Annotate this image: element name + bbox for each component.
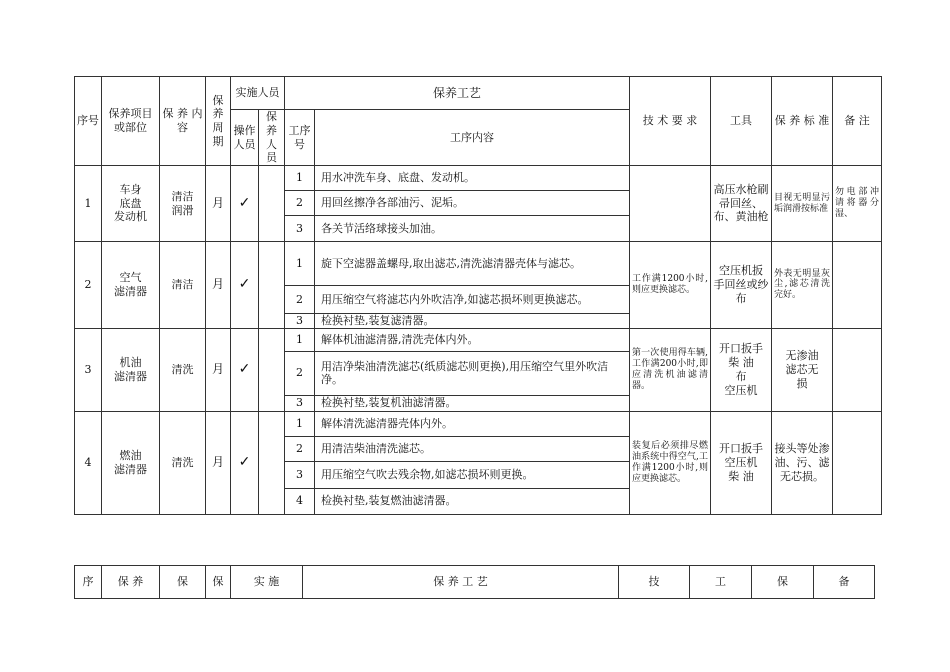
step-no: 3: [285, 216, 315, 242]
step-text: 用回丝擦净各部油污、泥垢。: [315, 191, 630, 216]
row-period: 月: [206, 166, 231, 242]
row-standard: 无渗油 滤芯无 损: [772, 328, 833, 411]
second-header-impl: 实 施: [231, 566, 303, 599]
header-maintainer: 保养人员: [259, 110, 285, 166]
row-standard: 目视无明显污垢润滑按标准: [772, 166, 833, 242]
header-period: 保养周期: [206, 77, 231, 166]
row-maintainer: [259, 411, 285, 514]
row-tools: 高压水枪刷 帚回丝、布、黄油枪: [711, 166, 772, 242]
row-period: 月: [206, 242, 231, 329]
step-text: 检换衬垫,装复滤清器。: [315, 314, 630, 329]
row-item: 燃油 滤清器: [102, 411, 160, 514]
row-no: 4: [75, 411, 102, 514]
step-text: 用洁净柴油清洗滤芯(纸质滤芯则更换),用压缩空气里外吹洁净。: [315, 351, 630, 395]
step-no: 1: [285, 411, 315, 436]
second-header-item: 保 养: [102, 566, 160, 599]
step-no: 4: [285, 488, 315, 514]
checkmark-icon: ✓: [231, 328, 259, 411]
row-tech: 第一次使用得车辆,工作满200小时,即应清洗机油滤清器。: [630, 328, 711, 411]
step-text: 解体机油滤清器,清洗壳体内外。: [315, 328, 630, 351]
header-impl: 实施人员: [231, 77, 285, 110]
row-content: 清洁 润滑: [160, 166, 206, 242]
second-header-content: 保: [160, 566, 206, 599]
second-header-period: 保: [206, 566, 231, 599]
header-content: 保 养 内 容: [160, 77, 206, 166]
header-process: 保养工艺: [285, 77, 630, 110]
header-tools: 工具: [711, 77, 772, 166]
step-no: 3: [285, 461, 315, 488]
row-tools: 开口扳手 空压机 柴 油: [711, 411, 772, 514]
step-no: 2: [285, 286, 315, 314]
header-step-no: 工序号: [285, 110, 315, 166]
step-no: 2: [285, 351, 315, 395]
step-no: 2: [285, 436, 315, 461]
row-no: 3: [75, 328, 102, 411]
row-tools: 开口扳手 柴 油 布 空压机: [711, 328, 772, 411]
row-maintainer: [259, 328, 285, 411]
checkmark-icon: ✓: [231, 166, 259, 242]
row-item: 车身 底盘 发动机: [102, 166, 160, 242]
header-operator: 操作人员: [231, 110, 259, 166]
row-content: 清洗: [160, 328, 206, 411]
header-seq: 序号: [75, 77, 102, 166]
row-standard: 接头等处渗油、污、滤无芯损。: [772, 411, 833, 514]
second-header-standard: 保: [752, 566, 814, 599]
step-text: 用压缩空气将滤芯内外吹洁净,如滤芯损坏则更换滤芯。: [315, 286, 630, 314]
row-standard: 外表无明显灰尘,滤芯清洗完好。: [772, 242, 833, 329]
step-text: 用水冲洗车身、底盘、发动机。: [315, 166, 630, 191]
step-text: 解体清洗滤清器壳体内外。: [315, 411, 630, 436]
row-period: 月: [206, 328, 231, 411]
row-tech: 工作满1200小时,则应更换滤芯。: [630, 242, 711, 329]
step-text: 检换衬垫,装复燃油滤清器。: [315, 488, 630, 514]
row-tech: [630, 166, 711, 242]
header-step-content: 工序内容: [315, 110, 630, 166]
second-header-process: 保 养 工 艺: [303, 566, 619, 599]
row-no: 1: [75, 166, 102, 242]
row-no: 2: [75, 242, 102, 329]
row-remark: 勿电部冲 请将器分湿、: [833, 166, 882, 242]
row-remark: [833, 411, 882, 514]
header-remark: 备 注: [833, 77, 882, 166]
row-content: 清洗: [160, 411, 206, 514]
row-remark: [833, 328, 882, 411]
step-no: 1: [285, 166, 315, 191]
step-text: 旋下空滤器盖螺母,取出滤芯,清洗滤清器壳体与滤芯。: [315, 242, 630, 286]
row-content: 清洁: [160, 242, 206, 329]
row-tech: 装复后必须排尽燃油系统中得空气,工作满1200小时,则应更换滤芯。: [630, 411, 711, 514]
step-no: 3: [285, 314, 315, 329]
step-no: 3: [285, 395, 315, 411]
row-item: 机油 滤清器: [102, 328, 160, 411]
second-page-header-table: [74, 565, 875, 599]
checkmark-icon: ✓: [231, 242, 259, 329]
step-text: 用清洁柴油清洗滤芯。: [315, 436, 630, 461]
step-text: 各关节活络球接头加油。: [315, 216, 630, 242]
row-period: 月: [206, 411, 231, 514]
step-no: 1: [285, 242, 315, 286]
step-text: 用压缩空气吹去残余物,如滤芯损坏则更换。: [315, 461, 630, 488]
second-header-tech: 技: [619, 566, 690, 599]
second-header-seq: 序: [75, 566, 102, 599]
row-remark: [833, 242, 882, 329]
row-maintainer: [259, 166, 285, 242]
maintenance-table: [74, 76, 882, 515]
step-no: 2: [285, 191, 315, 216]
step-text: 检换衬垫,装复机油滤清器。: [315, 395, 630, 411]
row-item: 空气 滤清器: [102, 242, 160, 329]
header-item: 保养项目或部位: [102, 77, 160, 166]
step-no: 1: [285, 328, 315, 351]
row-maintainer: [259, 242, 285, 329]
header-tech: 技 术 要 求: [630, 77, 711, 166]
second-header-tools: 工: [690, 566, 752, 599]
checkmark-icon: ✓: [231, 411, 259, 514]
header-standard: 保 养 标 准: [772, 77, 833, 166]
row-tools: 空压机扳 手回丝或纱 布: [711, 242, 772, 329]
second-header-remark: 备: [814, 566, 875, 599]
